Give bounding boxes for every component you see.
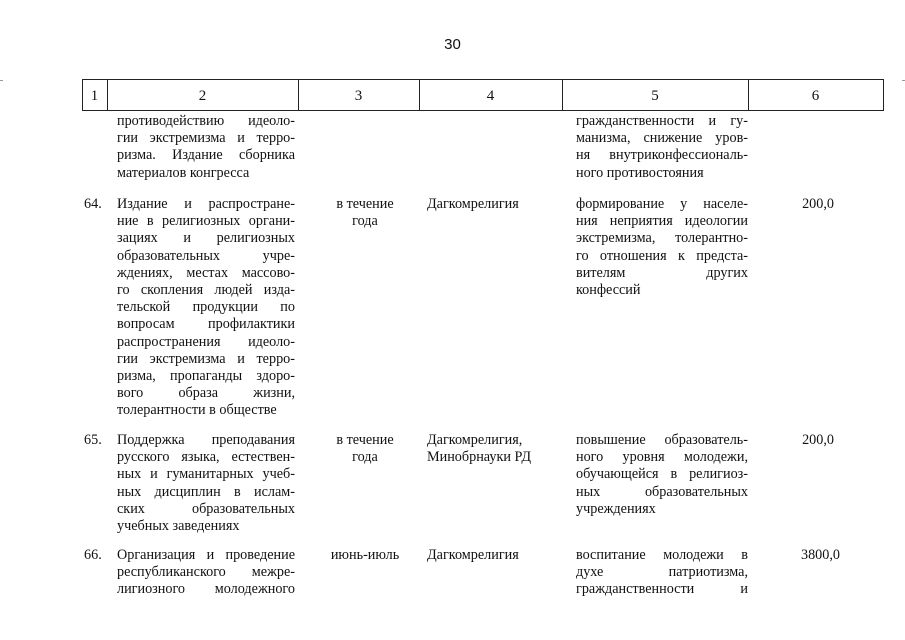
text-line: республиканского межре- — [117, 564, 295, 581]
text-line: ризма. Издание сборника — [117, 147, 295, 164]
column-divider — [883, 80, 884, 110]
continued-result — [576, 113, 748, 182]
text-line: ских образовательных — [117, 500, 295, 517]
table-header — [82, 79, 884, 111]
row-number: 64. — [84, 196, 102, 212]
event-period — [305, 196, 425, 230]
scan-margin-mark — [0, 80, 3, 81]
text-line: Дагкомрелигия — [427, 196, 519, 212]
column-header-6: 6 — [811, 88, 820, 104]
column-header-2: 2 — [198, 88, 207, 104]
expected-result — [576, 547, 748, 599]
text-line: гии экстремизма и терро- — [117, 130, 295, 147]
executor — [427, 432, 567, 466]
text-line: ного противостояния — [576, 164, 704, 181]
text-line: Минобрнауки РД — [427, 449, 532, 466]
event-period — [305, 432, 425, 466]
text-line: русского языка, естествен- — [117, 449, 295, 466]
text-line: ния неприятия идеологии — [576, 213, 748, 230]
event-description — [117, 196, 295, 420]
text-line: толерантности в обществе — [117, 402, 277, 419]
text-line: Дагкомрелигия, — [427, 432, 523, 448]
text-line: Организация и проведение — [117, 547, 295, 563]
expected-result — [576, 196, 748, 299]
text-line: духе патриотизма, — [576, 564, 748, 581]
text-line: противодействию идеоло- — [117, 113, 295, 129]
event-period — [305, 547, 425, 564]
text-line: года — [352, 449, 378, 466]
funding-amount: 200,0 — [802, 432, 834, 448]
column-header-3: 3 — [354, 88, 363, 104]
text-line: ня внутриконфессиональ- — [576, 147, 748, 164]
row-number: 66. — [84, 547, 102, 563]
executor — [427, 547, 567, 564]
text-line: материалов конгресса — [117, 164, 250, 181]
text-line: вопросам профилактики — [117, 316, 295, 333]
text-line: вителям других — [576, 264, 748, 281]
text-line: зациях и религиозных — [117, 230, 295, 247]
text-line: ждениях, местах массово- — [117, 264, 295, 281]
text-line: формирование у населе- — [576, 196, 748, 212]
continued-description — [117, 113, 295, 182]
page-number: 30 — [444, 36, 461, 53]
funding-amount: 3800,0 — [800, 547, 840, 563]
text-line: лигиозного молодежного — [117, 581, 295, 598]
text-line: го скопления людей изда- — [117, 282, 295, 299]
text-line: повышение образователь- — [576, 432, 748, 448]
text-line: Дагкомрелигия — [427, 547, 519, 563]
text-line: го отношения к предста- — [576, 247, 748, 264]
column-header-5: 5 — [651, 88, 659, 104]
event-description — [117, 432, 295, 535]
text-line: вого образа жизни, — [117, 385, 295, 402]
text-line: учебных заведениях — [117, 518, 240, 535]
text-line: в течение — [336, 196, 394, 212]
text-line: Издание и распростране- — [117, 196, 295, 212]
text-line: ных и гуманитарных учеб- — [117, 466, 295, 483]
text-line: ризма, пропаганды здоро- — [117, 368, 295, 385]
text-line: образовательных учре- — [117, 247, 295, 264]
text-line: ного уровня молодежи, — [576, 449, 748, 466]
text-line: Поддержка преподавания — [117, 432, 295, 448]
text-line: распространения идеоло- — [117, 333, 295, 350]
column-header-1: 1 — [90, 88, 99, 104]
text-line: конфессий — [576, 282, 641, 299]
text-line: воспитание молодежи в — [576, 547, 748, 563]
text-line: учреждениях — [576, 500, 656, 517]
row-number: 65. — [84, 432, 102, 448]
text-line: года — [352, 213, 378, 230]
event-description — [117, 547, 295, 599]
column-header-4: 4 — [486, 88, 495, 104]
text-line: ние в религиозных органи- — [117, 213, 295, 230]
text-line: экстремизма, толерантно- — [576, 230, 748, 247]
text-line: манизма, снижение уров- — [576, 130, 748, 147]
text-line: ных дисциплин в ислам- — [117, 483, 295, 500]
text-line: гражданственности и гу- — [576, 113, 748, 129]
text-line: в течение — [336, 432, 394, 448]
expected-result — [576, 432, 748, 518]
funding-amount: 200,0 — [802, 196, 834, 212]
text-line: гии экстремизма и терро- — [117, 350, 295, 367]
text-line: июнь-июль — [330, 547, 400, 563]
text-line: обучающейся в религиоз- — [576, 466, 748, 483]
text-line: гражданственности и — [576, 581, 748, 598]
text-line: тельской продукции по — [117, 299, 295, 316]
text-line: ных образовательных — [576, 483, 748, 500]
executor — [427, 196, 567, 213]
